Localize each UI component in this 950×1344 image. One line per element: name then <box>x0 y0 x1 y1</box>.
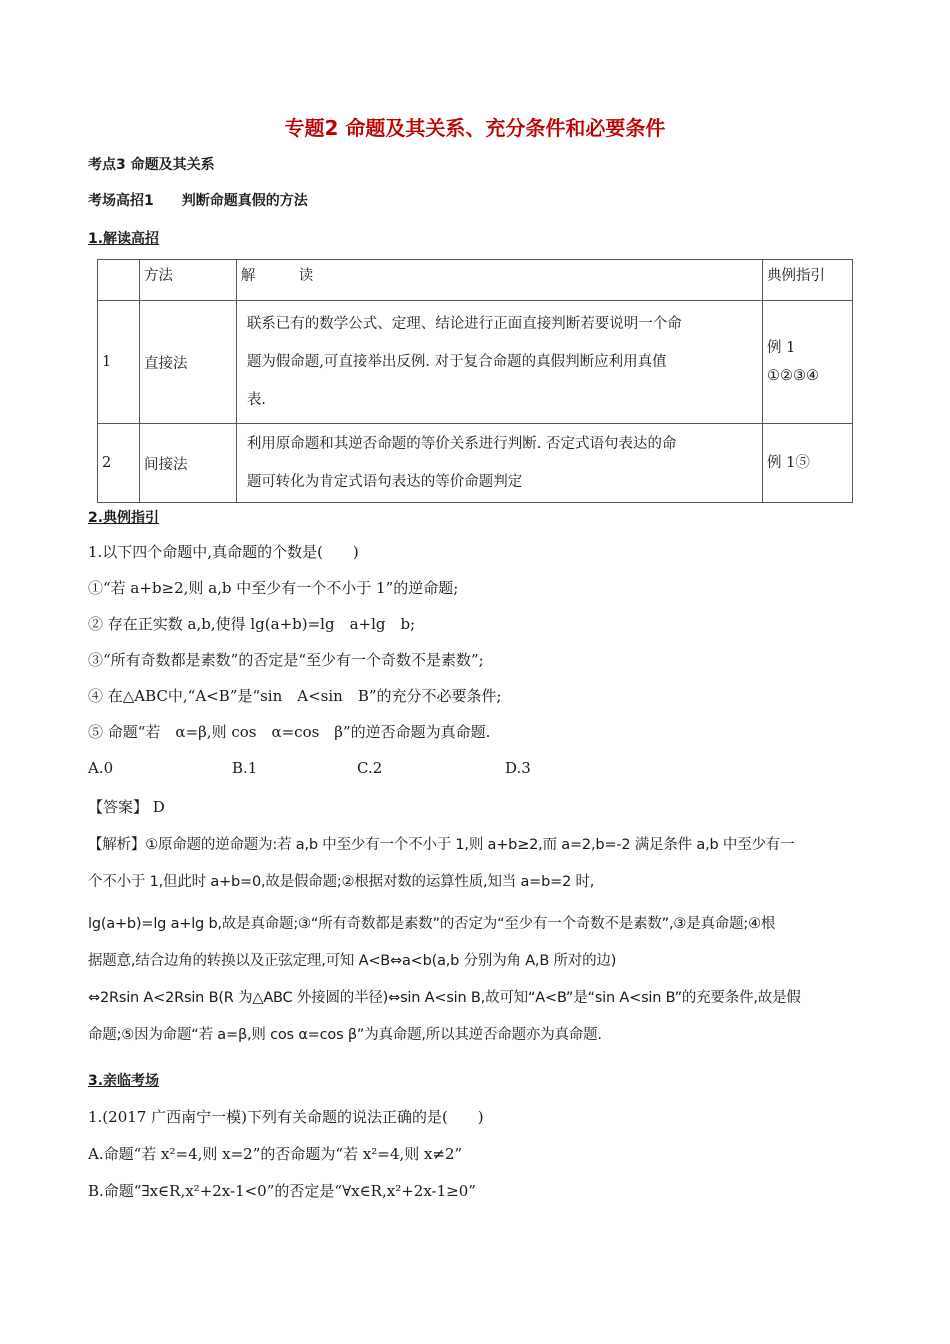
table-cell-desc <box>236 301 762 424</box>
desc-line: 题可转化为肯定式语句表达的等价命题判定 <box>246 474 523 490</box>
table-header-row <box>98 260 853 301</box>
analysis-line: 命题;⑤因为命题“若 a=β,则 cos α=cos β”为真命题,所以其逆否命题亦为真命题. <box>88 1027 602 1043</box>
answer: 【答案】 D <box>88 798 165 816</box>
example-line: 例 1⑤ <box>767 455 810 471</box>
table-cell-method: 直接法 <box>139 301 236 424</box>
gaozhao-label: 考场高招1 <box>88 193 154 209</box>
analysis-line: 据题意,结合边角的转换以及正弦定理,可知 A<B⇔a<b(a,b 分别为角 A,B 所对的边) <box>88 953 617 969</box>
table-cell-method: 间接法 <box>139 424 236 503</box>
table-header-cell <box>98 260 140 301</box>
table-cell-num: 2 <box>98 424 140 503</box>
section-heading-2: 2.典例指引 <box>88 510 160 526</box>
question-item-2: ② 存在正实数 a,b,使得 lg(a+b)=lg a+lg b; <box>88 615 416 633</box>
table-header-cell: 典例指引 <box>763 260 853 301</box>
question2-stem: 1.(2017 广西南宁一模)下列有关命题的说法正确的是( ) <box>88 1108 484 1126</box>
choice-d: D.3 <box>505 759 531 777</box>
choice-a: A.0 <box>88 759 114 777</box>
desc-line: 题为假命题,可直接举出反例. 对于复合命题的真假判断应利用真值 <box>246 354 667 370</box>
example-line: 例 1 <box>767 340 796 356</box>
table-row <box>98 301 853 424</box>
choice-b: B.1 <box>232 759 258 777</box>
example-line: ①②③④ <box>767 368 820 384</box>
analysis-line: ⇔2Rsin A<2Rsin B(R 为△ABC 外接圆的半径)⇔sin A<sin B,故可知“A<B”是“sin A<sin B”的充要条件,故是假 <box>88 990 801 1006</box>
desc-line: 表. <box>246 392 266 408</box>
page-title: 专题2 命题及其关系、充分条件和必要条件 <box>284 116 666 140</box>
desc-line: 利用原命题和其逆否命题的等价关系进行判断. 否定式语句表达的命 <box>246 436 677 452</box>
question-item-4: ④ 在△ABC中,“A<B”是“sin A<sin B”的充分不必要条件; <box>88 687 502 705</box>
question-item-1: ①“若 a+b≥2,则 a,b 中至少有一个不小于 1”的逆命题; <box>88 579 459 597</box>
question2-option-b: B.命题“∃x∈R,x²+2x-1<0”的否定是“∀x∈R,x²+2x-1≥0” <box>88 1182 476 1200</box>
kaodian-heading: 考点3 命题及其关系 <box>88 157 215 173</box>
question-item-5: ⑤ 命题“若 α=β,则 cos α=cos β”的逆否命题为真命题. <box>88 723 491 741</box>
analysis-line: 【解析】①原命题的逆命题为:若 a,b 中至少有一个不小于 1,则 a+b≥2,而 a=2,b=-2 满足条件 a,b 中至少有一 <box>88 837 795 853</box>
question-item-3: ③“所有奇数都是素数”的否定是“至少有一个奇数不是素数”; <box>88 651 484 669</box>
table-header-cell: 解 读 <box>236 260 762 301</box>
gaozhao-text: 判断命题真假的方法 <box>181 193 308 209</box>
gaozhao-heading <box>88 190 308 210</box>
table-cell-num: 1 <box>98 301 140 424</box>
analysis-line: 个不小于 1,但此时 a+b=0,故是假命题;②根据对数的运算性质,知当 a=b=2 时, <box>88 874 595 890</box>
choice-c: C.2 <box>357 759 383 777</box>
table-cell-example <box>763 301 853 424</box>
question2-option-a: A.命题“若 x²=4,则 x=2”的否命题为“若 x²=4,则 x≠2” <box>88 1145 463 1163</box>
analysis-line: lg(a+b)=lg a+lg b,故是真命题;③“所有奇数都是素数”的否定为“至少有一个奇数不是素数”,③是真命题;④根 <box>88 916 776 932</box>
question-stem: 1.以下四个命题中,真命题的个数是( ) <box>88 543 359 561</box>
table-cell-example <box>763 424 853 503</box>
section-heading-1: 1.解读高招 <box>88 231 160 247</box>
table-cell-desc <box>236 424 762 503</box>
desc-line: 联系已有的数学公式、定理、结论进行正面直接判断若要说明一个命 <box>246 316 682 332</box>
table-header-cell: 方法 <box>139 260 236 301</box>
section-heading-3: 3.亲临考场 <box>88 1073 160 1089</box>
methods-table <box>97 259 853 503</box>
table-row <box>98 424 853 503</box>
